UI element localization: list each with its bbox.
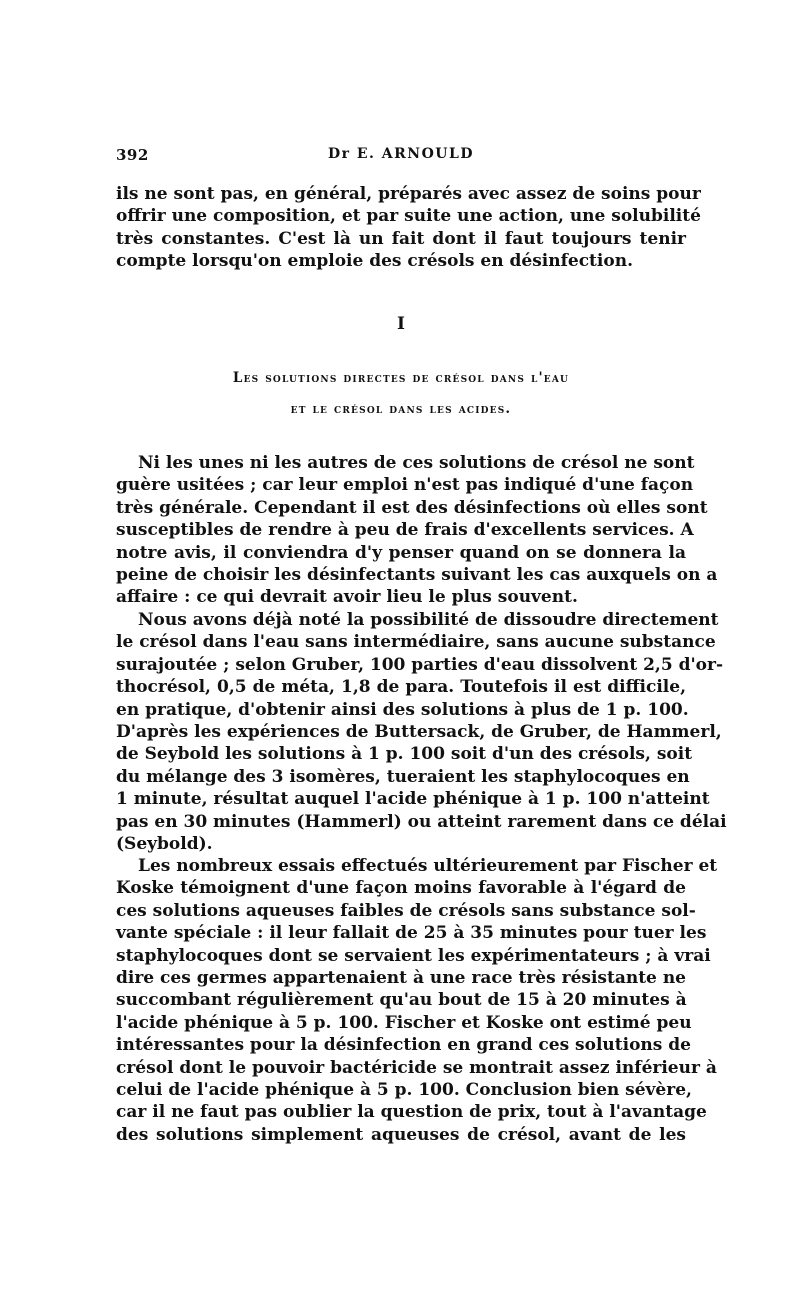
- text-line: en pratique, d'obtenir ainsi des solutions à plus de 1 p. 100.: [116, 699, 689, 720]
- paragraph-3: [116, 855, 718, 1146]
- text-line: (Seybold).: [116, 833, 213, 854]
- text-line: Ni les unes ni les autres de ces solutions de crésol ne sont: [138, 453, 695, 473]
- text-line: 1 minute, résultat auquel l'acide phénique à 1 p. 100 n'atteint: [116, 789, 710, 810]
- text-line: thocrésol, 0,5 de méta, 1,8 de para. Toutefois il est difficile,: [116, 677, 686, 698]
- text-line: car il ne faut pas oublier la question de prix, tout à l'avantage: [116, 1102, 707, 1123]
- text-line: dire ces germes appartenaient à une race très résistante ne: [116, 967, 686, 988]
- text-line: vante spéciale : il leur fallait de 25 à 35 minutes pour tuer les: [116, 923, 707, 944]
- paragraph-1: [116, 452, 718, 609]
- text-line: notre avis, il conviendra d'y penser quand on se donnera la: [116, 542, 686, 563]
- running-title: Dr E. ARNOULD: [328, 146, 474, 162]
- text-line: très constantes. C'est là un fait dont il faut toujours tenir: [116, 228, 686, 249]
- text-line: peine de choisir les désinfectants suivant les cas auxquels on a: [116, 564, 718, 585]
- page-header: [116, 146, 686, 170]
- section-title-line-2: et le crésol dans les acides.: [290, 401, 512, 417]
- text-line: le crésol dans l'eau sans intermédiaire, sans aucune substance: [116, 632, 716, 653]
- text-line: susceptibles de rendre à peu de frais d'excellents services. A: [116, 520, 694, 541]
- text-line: celui de l'acide phénique à 5 p. 100. Conclusion bien sévère,: [116, 1079, 692, 1100]
- text-line: des solutions simplement aqueuses de crésol, avant de les: [116, 1124, 686, 1145]
- text-line: intéressantes pour la désinfection en grand ces solutions de: [116, 1035, 691, 1056]
- text-line: affaire : ce qui devrait avoir lieu le plus souvent.: [116, 587, 578, 608]
- section-title-line-1: Les solutions directes de crésol dans l'eau: [232, 370, 570, 386]
- text-line: ils ne sont pas, en général, préparés avec assez de soins pour: [116, 184, 701, 204]
- text-line: de Seybold les solutions à 1 p. 100 soit d'un des crésols, soit: [116, 744, 693, 765]
- section-number: I: [397, 314, 405, 334]
- text-line: crésol dont le pouvoir bactéricide se montrait assez inférieur à: [116, 1057, 717, 1078]
- text-line: pas en 30 minutes (Hammerl) ou atteint rarement dans ce délai: [116, 811, 727, 832]
- text-line: staphylocoques dont se servaient les expérimentateurs ; à vrai: [116, 945, 711, 966]
- text-line: ces solutions aqueuses faibles de crésols sans substance sol-: [116, 900, 696, 921]
- text-line: très générale. Cependant il est des désinfections où elles sont: [116, 497, 708, 518]
- page-number: 392: [116, 146, 149, 164]
- text-line: l'acide phénique à 5 p. 100. Fischer et Koske ont estimé peu: [116, 1012, 692, 1033]
- intro-paragraph: [116, 183, 701, 273]
- text-line: surajoutée ; selon Gruber, 100 parties d'eau dissolvent 2,5 d'or-: [116, 654, 724, 675]
- paragraph-2: [116, 609, 727, 855]
- text-line: offrir une composition, et par suite une action, une solubilité: [116, 206, 701, 227]
- text-line: Nous avons déjà noté la possibilité de dissoudre directement: [138, 610, 719, 630]
- text-line: Les nombreux essais effectués ultérieurement par Fischer et: [138, 856, 718, 876]
- text-line: D'après les expériences de Buttersack, de Gruber, de Hammerl,: [116, 721, 722, 742]
- text-line: guère usitées ; car leur emploi n'est pas indiqué d'une façon: [116, 475, 694, 496]
- text-line: succombant régulièrement qu'au bout de 15 à 20 minutes à: [116, 990, 687, 1011]
- text-line: compte lorsqu'on emploie des crésols en désinfection.: [116, 251, 633, 272]
- text-line: du mélange des 3 isomères, tueraient les staphylocoques en: [116, 766, 690, 787]
- text-line: Koske témoignent d'une façon moins favorable à l'égard de: [116, 878, 686, 899]
